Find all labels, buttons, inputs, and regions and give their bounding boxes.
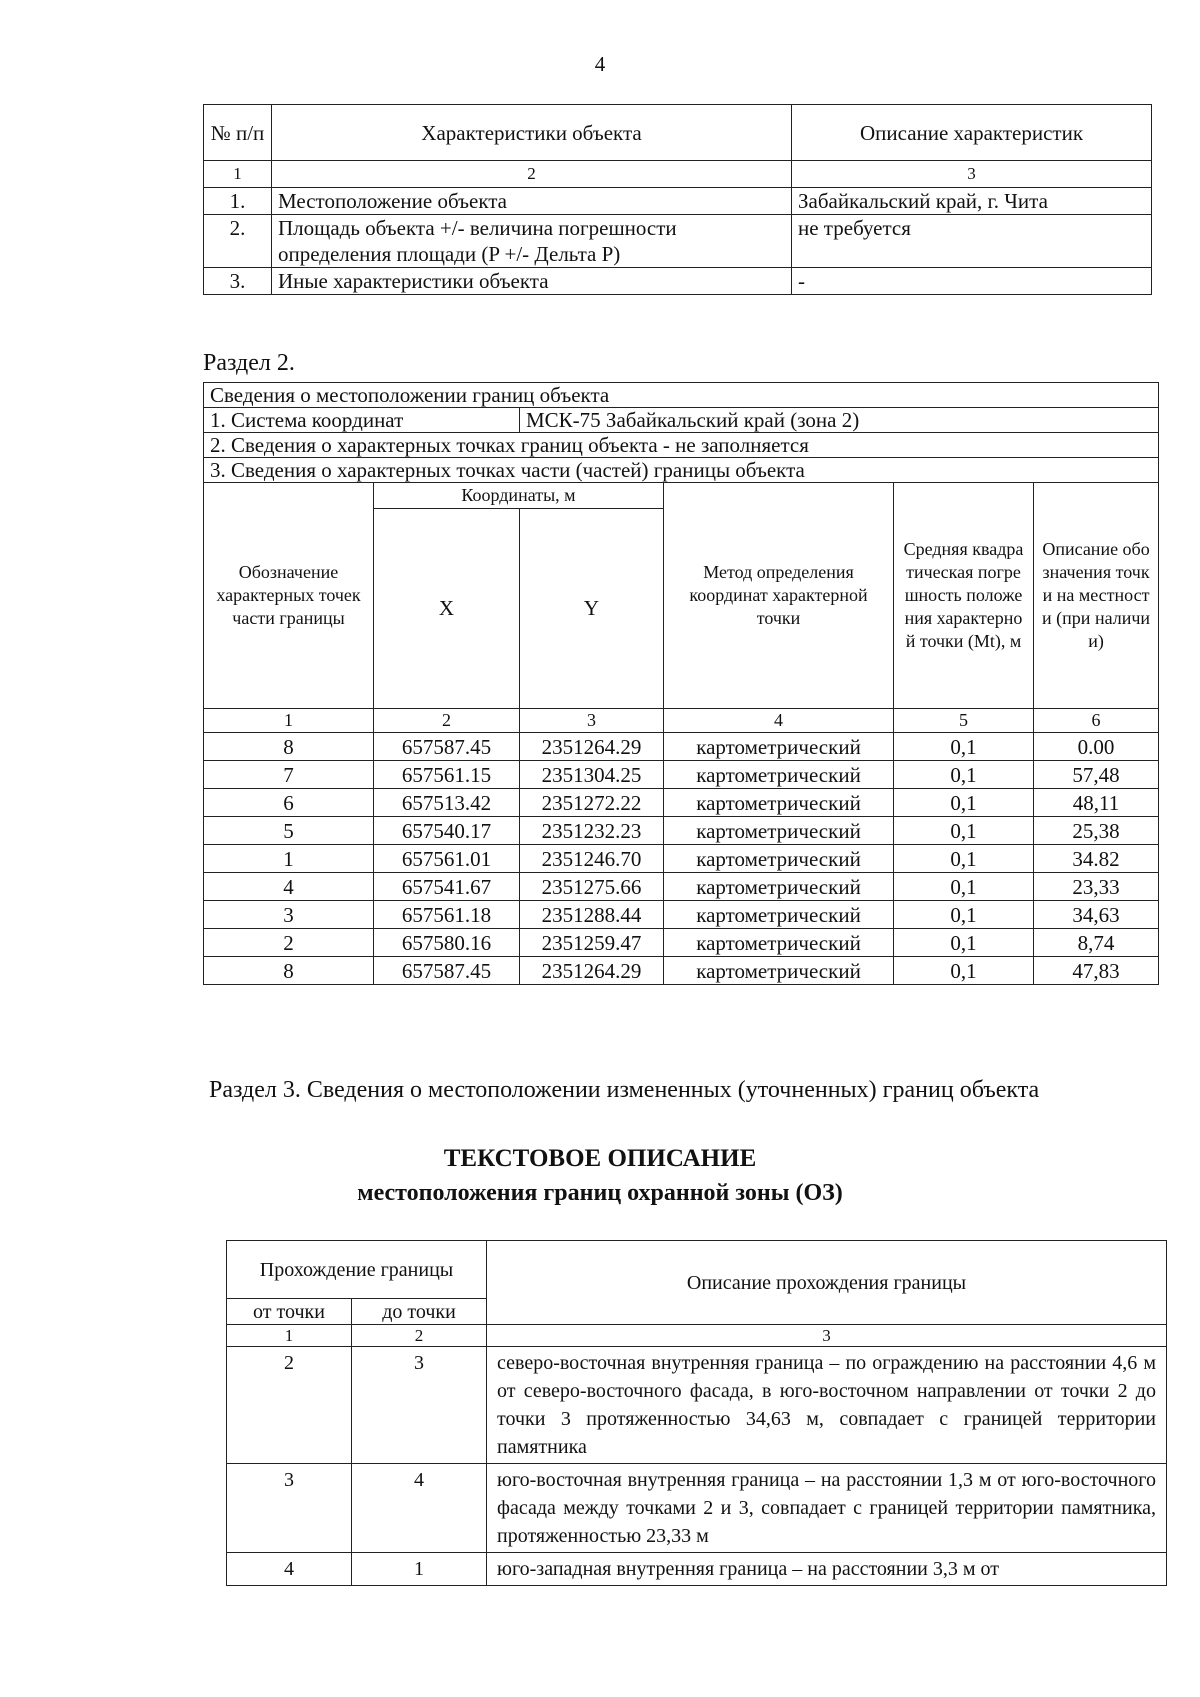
row-value: Забайкальский край, г. Чита xyxy=(792,188,1152,215)
mt-value: 0,1 xyxy=(894,789,1034,817)
point-id: 6 xyxy=(204,789,374,817)
to-point: 4 xyxy=(352,1464,487,1553)
row-value: не требуется xyxy=(792,215,1152,268)
method: картометрический xyxy=(664,929,894,957)
method: картометрический xyxy=(664,817,894,845)
table-row xyxy=(204,873,1159,901)
boundary-text: юго-западная внутренняя граница – на расстоянии 3,3 м от xyxy=(487,1553,1167,1586)
distance: 25,38 xyxy=(1034,817,1159,845)
y-coord: 2351232.23 xyxy=(520,817,664,845)
boundary-text: юго-восточная внутренняя граница – на расстоянии 1,3 м от юго-восточного фасада между точками 2 и 3, совпадает с границей территории памятника, протяженностью 23,33 м xyxy=(487,1464,1167,1553)
table-row xyxy=(204,188,1152,215)
point-id: 1 xyxy=(204,845,374,873)
table-row xyxy=(204,901,1159,929)
item-3: 3. Сведения о характерных точках части (частей) границы объекта xyxy=(204,458,1159,483)
distance: 34,63 xyxy=(1034,901,1159,929)
method: картометрический xyxy=(664,761,894,789)
point-id: 3 xyxy=(204,901,374,929)
y-coord: 2351288.44 xyxy=(520,901,664,929)
y-coord: 2351272.22 xyxy=(520,789,664,817)
header-y: Y xyxy=(520,509,664,709)
x-coord: 657561.18 xyxy=(374,901,520,929)
table-row xyxy=(204,761,1159,789)
y-coord: 2351246.70 xyxy=(520,845,664,873)
col-index: 3 xyxy=(792,161,1152,188)
header-characteristics: Характеристики объекта xyxy=(272,105,792,161)
header-description: Описание прохождения границы xyxy=(487,1241,1167,1325)
header-point: Обозначение характерных точек части границы xyxy=(204,483,374,709)
col-index: 6 xyxy=(1034,709,1159,733)
table-row xyxy=(204,733,1159,761)
section-2-title: Раздел 2. xyxy=(203,350,295,376)
col-index: 3 xyxy=(487,1325,1167,1347)
boundary-text: северо-восточная внутренняя граница – по ограждению на расстоянии 4,6 м от северо-восточного фасада, в юго-восточном направлении от точки 2 до точки 3 протяженностью 34,63 м, совпадает с границей территории памятника xyxy=(487,1347,1167,1464)
to-point: 3 xyxy=(352,1347,487,1464)
table-row xyxy=(204,215,1152,268)
point-id: 7 xyxy=(204,761,374,789)
col-index: 1 xyxy=(227,1325,352,1347)
coord-system-value: МСК-75 Забайкальский край (зона 2) xyxy=(520,408,1159,433)
table-row xyxy=(204,789,1159,817)
col-index: 5 xyxy=(894,709,1034,733)
distance: 57,48 xyxy=(1034,761,1159,789)
point-id: 2 xyxy=(204,929,374,957)
heading-subtitle: местоположения границ охранной зоны (ОЗ) xyxy=(357,1180,843,1206)
x-coord: 657580.16 xyxy=(374,929,520,957)
point-id: 8 xyxy=(204,957,374,985)
header-coords: Координаты, м xyxy=(374,483,664,509)
col-index: 2 xyxy=(272,161,792,188)
x-coord: 657541.67 xyxy=(374,873,520,901)
header-num: № п/п xyxy=(204,105,272,161)
method: картометрический xyxy=(664,845,894,873)
col-index: 2 xyxy=(374,709,520,733)
boundary-description-table xyxy=(226,1240,1167,1586)
y-coord: 2351264.29 xyxy=(520,957,664,985)
table-row xyxy=(227,1553,1167,1586)
point-id: 4 xyxy=(204,873,374,901)
distance: 47,83 xyxy=(1034,957,1159,985)
y-coord: 2351275.66 xyxy=(520,873,664,901)
heading-text-description: ТЕКСТОВОЕ ОПИСАНИЕ xyxy=(443,1145,757,1172)
header-passage: Прохождение границы xyxy=(227,1241,487,1299)
page-number: 4 xyxy=(594,52,606,76)
table-row xyxy=(204,957,1159,985)
from-point: 2 xyxy=(227,1347,352,1464)
col-index: 1 xyxy=(204,161,272,188)
distance: 8,74 xyxy=(1034,929,1159,957)
point-id: 5 xyxy=(204,817,374,845)
object-characteristics-table xyxy=(203,104,1152,295)
point-id: 8 xyxy=(204,733,374,761)
method: картометрический xyxy=(664,733,894,761)
distance: 23,33 xyxy=(1034,873,1159,901)
x-coord: 657561.15 xyxy=(374,761,520,789)
table-row xyxy=(227,1347,1167,1464)
col-index: 4 xyxy=(664,709,894,733)
distance: 34.82 xyxy=(1034,845,1159,873)
boundary-points-table xyxy=(203,382,1159,985)
x-coord: 657587.45 xyxy=(374,957,520,985)
method: картометрический xyxy=(664,957,894,985)
mt-value: 0,1 xyxy=(894,761,1034,789)
mt-value: 0,1 xyxy=(894,957,1034,985)
y-coord: 2351264.29 xyxy=(520,733,664,761)
y-coord: 2351259.47 xyxy=(520,929,664,957)
from-point: 4 xyxy=(227,1553,352,1586)
to-point: 1 xyxy=(352,1553,487,1586)
x-coord: 657561.01 xyxy=(374,845,520,873)
mt-value: 0,1 xyxy=(894,733,1034,761)
method: картометрический xyxy=(664,873,894,901)
header-to: до точки xyxy=(352,1299,487,1325)
method: картометрический xyxy=(664,901,894,929)
row-num: 2. xyxy=(204,215,272,268)
header-description: Описание характеристик xyxy=(792,105,1152,161)
mt-value: 0,1 xyxy=(894,901,1034,929)
table-row xyxy=(227,1464,1167,1553)
col-index: 2 xyxy=(352,1325,487,1347)
row-num: 1. xyxy=(204,188,272,215)
header-x: X xyxy=(374,509,520,709)
row-name: Местоположение объекта xyxy=(272,188,792,215)
x-coord: 657587.45 xyxy=(374,733,520,761)
y-coord: 2351304.25 xyxy=(520,761,664,789)
header-error: Средняя квадратичеcкая погрешность положения характерной точки (Mt), м xyxy=(894,483,1034,709)
row-num: 3. xyxy=(204,268,272,295)
table-title: Сведения о местоположении границ объекта xyxy=(204,383,1159,408)
header-from: от точки xyxy=(227,1299,352,1325)
row-name: Площадь объекта +/- величина погрешности определения площади (P +/- Дельта P) xyxy=(272,215,792,268)
from-point: 3 xyxy=(227,1464,352,1553)
distance: 48,11 xyxy=(1034,789,1159,817)
header-method: Метод определения координат характерной точки xyxy=(664,483,894,709)
col-index: 3 xyxy=(520,709,664,733)
item-2: 2. Сведения о характерных точках границ объекта - не заполняется xyxy=(204,433,1159,458)
row-name: Иные характеристики объекта xyxy=(272,268,792,295)
coord-system-label: 1. Система координат xyxy=(204,408,520,433)
table-row xyxy=(204,817,1159,845)
mt-value: 0,1 xyxy=(894,845,1034,873)
mt-value: 0,1 xyxy=(894,873,1034,901)
row-value: - xyxy=(792,268,1152,295)
x-coord: 657540.17 xyxy=(374,817,520,845)
header-description: Описание обозначения точки на местности (при наличии) xyxy=(1034,483,1159,709)
method: картометрический xyxy=(664,789,894,817)
mt-value: 0,1 xyxy=(894,929,1034,957)
table-row xyxy=(204,845,1159,873)
mt-value: 0,1 xyxy=(894,817,1034,845)
section-3-title: Раздел 3. Сведения о местоположении измененных (уточненных) границ объекта xyxy=(209,1077,1040,1103)
distance: 0.00 xyxy=(1034,733,1159,761)
x-coord: 657513.42 xyxy=(374,789,520,817)
table-row xyxy=(204,929,1159,957)
table-row xyxy=(204,268,1152,295)
col-index: 1 xyxy=(204,709,374,733)
